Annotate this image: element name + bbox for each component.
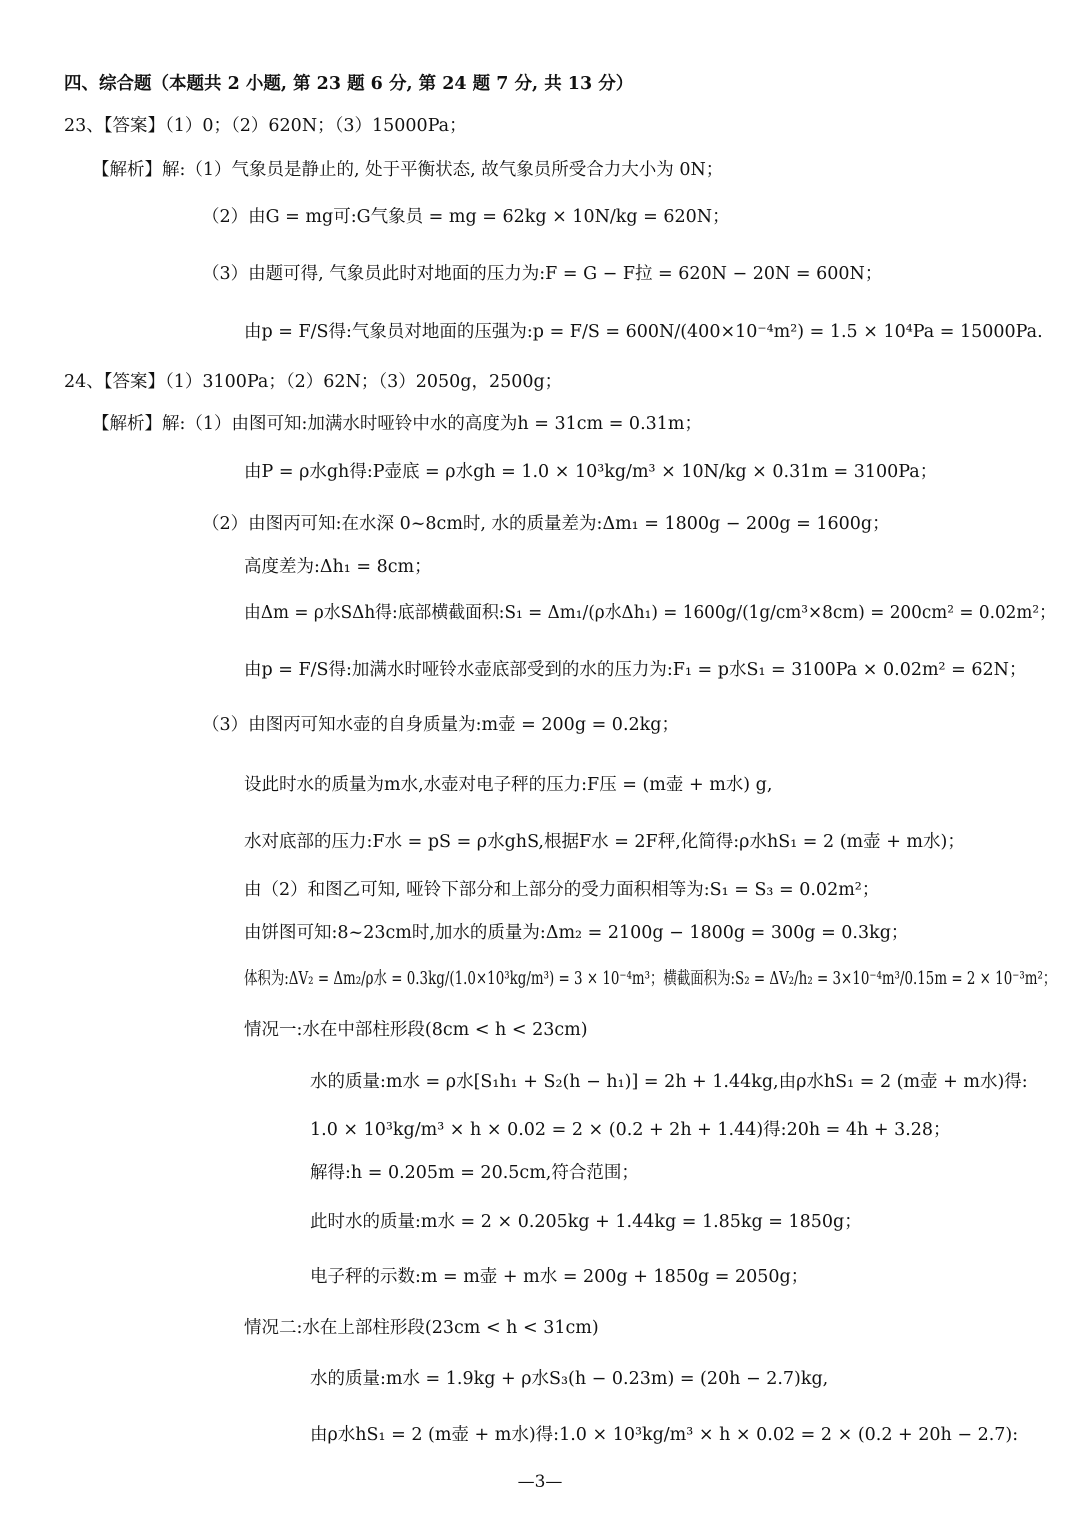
- q23-analysis-line-2: （2）由G = mg可:G气象员 = mg = 62kg × 10N/kg = 620N；: [202, 207, 730, 227]
- q24-analysis-line-2: 由P = ρ水gh得:P壶底 = ρ水gh = 1.0 × 10³kg/m³ × 10N/kg × 0.31m = 3100Pa；: [244, 462, 938, 482]
- q24-analysis-line-11: 由饼图可知:8~23cm时,加水的质量为:Δm₂ = 2100g − 1800g = 300g = 0.3kg；: [244, 923, 909, 943]
- q24-analysis-line-20: 水的质量:m水 = 1.9kg + ρ水S₃(h − 0.23m) = (20h − 2.7)kg,: [310, 1369, 829, 1389]
- q23-analysis-line-3: （3）由题可得, 气象员此时对地面的压力为:F = G − F拉 = 620N − 20N = 600N；: [202, 264, 883, 284]
- q24-analysis-line-10: 由（2）和图乙可知, 哑铃下部分和上部分的受力面积相等为:S₁ = S₃ = 0.02m²；: [244, 880, 880, 900]
- q24-analysis-line-8: 设此时水的质量为m水,水壶对电子秤的压力:F压 = (m壶 + m水) g,: [244, 775, 773, 795]
- q24-analysis-line-16: 解得:h = 0.205m = 20.5cm,符合范围；: [310, 1163, 639, 1183]
- q24-analysis-line-1: 【解析】解:（1）由图可知:加满水时哑铃中水的高度为h = 31cm = 0.31m；: [92, 414, 702, 434]
- q24-analysis-line-7: （3）由图丙可知水壶的自身质量为:m壶 = 200g = 0.2kg；: [202, 715, 679, 735]
- q24-analysis-line-17: 此时水的质量:m水 = 2 × 0.205kg + 1.44kg = 1.85kg = 1850g；: [310, 1212, 862, 1232]
- section-title: 四、综合题（本题共 2 小题, 第 23 题 6 分, 第 24 题 7 分, 共 13 分）: [64, 74, 634, 94]
- q24-analysis-line-21: 由ρ水hS₁ = 2 (m壶 + m水)得:1.0 × 10³kg/m³ × h × 0.02 = 2 × (0.2 + 20h − 2.7):: [310, 1425, 1019, 1445]
- page-number: —3—: [517, 1472, 563, 1492]
- q24-analysis-line-4: 高度差为:Δh₁ = 8cm；: [244, 557, 432, 577]
- q24-analysis-line-6: 由p = F/S得:加满水时哑铃水壶底部受到的水的压力为:F₁ = p水S₁ = 3100Pa × 0.02m² = 62N；: [244, 660, 1027, 680]
- q23-analysis-line-4: 由p = F/S得:气象员对地面的压强为:p = F/S = 600N/(400×10⁻⁴m²) = 1.5 × 10⁴Pa = 15000Pa.: [244, 322, 1043, 342]
- q23-analysis-line-1: 【解析】解:（1）气象员是静止的, 处于平衡状态, 故气象员所受合力大小为 0N；: [92, 160, 724, 180]
- q24-answer: 24、【答案】（1）3100Pa；（2）62N；（3）2050g，2500g；: [64, 372, 563, 392]
- q24-analysis-line-3: （2）由图丙可知:在水深 0~8cm时, 水的质量差为:Δm₁ = 1800g − 200g = 1600g；: [202, 514, 890, 534]
- q24-analysis-line-5: 由Δm = ρ水SΔh得:底部横截面积:S₁ = Δm₁/(ρ水Δh₁) = 1600g/(1g/cm³×8cm) = 200cm² = 0.02m²；: [244, 603, 1056, 623]
- q24-analysis-line-12: 体积为:ΔV₂ = Δm₂/ρ水 = 0.3kg/(1.0×10³kg/m³) = 3 × 10⁻⁴m³；横截面积为:S₂ = ΔV₂/h₂ = 3×10⁻⁴m³/0.15m = 2 × 10⁻³m²；: [244, 969, 1057, 989]
- q24-analysis-line-13: 情况一:水在中部柱形段(8cm < h < 23cm): [244, 1020, 588, 1040]
- q23-answer: 23、【答案】（1）0；（2）620N；（3）15000Pa；: [64, 116, 467, 136]
- q24-analysis-line-14: 水的质量:m水 = ρ水[S₁h₁ + S₂(h − h₁)] = 2h + 1.44kg,由ρ水hS₁ = 2 (m壶 + m水)得:: [310, 1072, 1028, 1092]
- q24-analysis-line-15: 1.0 × 10³kg/m³ × h × 0.02 = 2 × (0.2 + 2h + 1.44)得:20h = 4h + 3.28；: [310, 1120, 951, 1140]
- q24-analysis-line-9: 水对底部的压力:F水 = pS = ρ水ghS,根据F水 = 2F秤,化简得:ρ水hS₁ = 2 (m壶 + m水)；: [244, 832, 965, 852]
- q24-analysis-line-19: 情况二:水在上部柱形段(23cm < h < 31cm): [244, 1318, 599, 1338]
- q24-analysis-line-18: 电子秤的示数:m = m壶 + m水 = 200g + 1850g = 2050g；: [310, 1267, 809, 1287]
